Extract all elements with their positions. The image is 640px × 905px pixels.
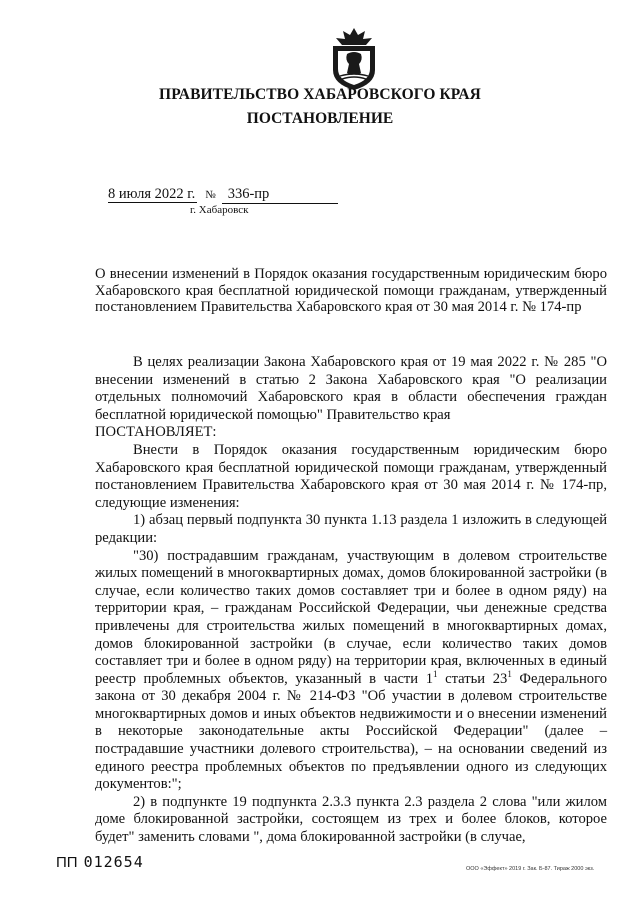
- form-serial-prefix: ПП: [56, 854, 78, 871]
- document-subject: О внесении изменений в Порядок оказания государственным юридическим бюро Хабаровского края бесплатной юридической помощи гражданам, утвержденный постановлением Правительства Хабаровского края от 30 мая 2014 г. № 174-пр: [95, 266, 607, 316]
- document-date-number-line: [108, 186, 338, 204]
- government-title: ПРАВИТЕЛЬСТВО ХАБАРОВСКОГО КРАЯ: [159, 86, 481, 103]
- intro-paragraph: Внести в Порядок оказания государственным юридическим бюро Хабаровского края бесплатной юридической помощи гражданам, утвержденный постановлением Правительства Хабаровского края от 30 мая 2014 г. № 174-пр, следующие изменения:: [95, 441, 607, 511]
- quoted-subparagraph-30: [95, 548, 607, 794]
- form-serial-number: [56, 853, 144, 871]
- document-body: [95, 354, 607, 847]
- preamble-paragraph: В целях реализации Закона Хабаровского края от 19 мая 2022 г. № 285 "О внесении изменений в статью 2 Закона Хабаровского края "О реализации отдельных полномочий Хабаровского края в области обеспечения граждан бесплатной юридической помощью" Правительство края: [95, 354, 607, 423]
- item-2-paragraph: 2) в подпункте 19 подпункта 2.3.3 пункта 2.3 раздела 2 слова "или жилом доме блокированной застройки, состоящем из трех и более блоков, которое будет" заменить словами ", дома блокированной застройки (в случае,: [95, 793, 607, 846]
- resolves-heading: ПОСТАНОВЛЯЕТ:: [95, 424, 217, 441]
- document-number: 336-пр: [222, 186, 338, 204]
- number-sign: №: [205, 189, 216, 201]
- quote-text-part-2: статьи 23: [437, 670, 508, 687]
- superscript-part-index: 1: [433, 668, 438, 679]
- form-serial-digits: 012654: [83, 853, 144, 871]
- printer-imprint: ООО «Эффект» 2019 г. Зак. Б-87. Тираж 2000 экз.: [466, 866, 595, 872]
- document-city: г. Хабаровск: [190, 204, 249, 216]
- superscript-article-index: 1: [507, 668, 512, 679]
- quote-text-part-3: Федерального закона от 30 декабря 2004 г. № 214-ФЗ "Об участии в долевом строительстве многоквартирных домов и иных объектов недвижимости и о внесении изменений в некоторые законодательные акты Российской Федерации" (далее – пострадавшие участники долевого строительства), – на основании сведений из единого реестра проблемных объектов по предъявлении одного из следующих документов:";: [95, 670, 607, 793]
- document-date: 8 июля 2022 г.: [108, 186, 196, 202]
- item-1-paragraph: 1) абзац первый подпункта 30 пункта 1.13 раздела 1 изложить в следующей редакции:: [95, 512, 607, 546]
- coat-of-arms-emblem: [328, 26, 380, 92]
- quote-text-part-1: "30) пострадавшим гражданам, участвующим в долевом строительстве жилых помещений в многоквартирных домах, домов блокированной застройки (в случае, если количество таких домов составляет три и более в одном ряду) на территории края, – гражданам Российской Федерации, чьи денежные средства привлечены для строительства жилых помещений в многоквартирных домах, домов блокированной застройки (в случае, если количество таких домов составляет три и более в одном ряду) на территории края, включенных в единый реестр проблемных объектов, указанный в части 1: [95, 547, 607, 687]
- document-type-title: ПОСТАНОВЛЕНИЕ: [246, 110, 394, 127]
